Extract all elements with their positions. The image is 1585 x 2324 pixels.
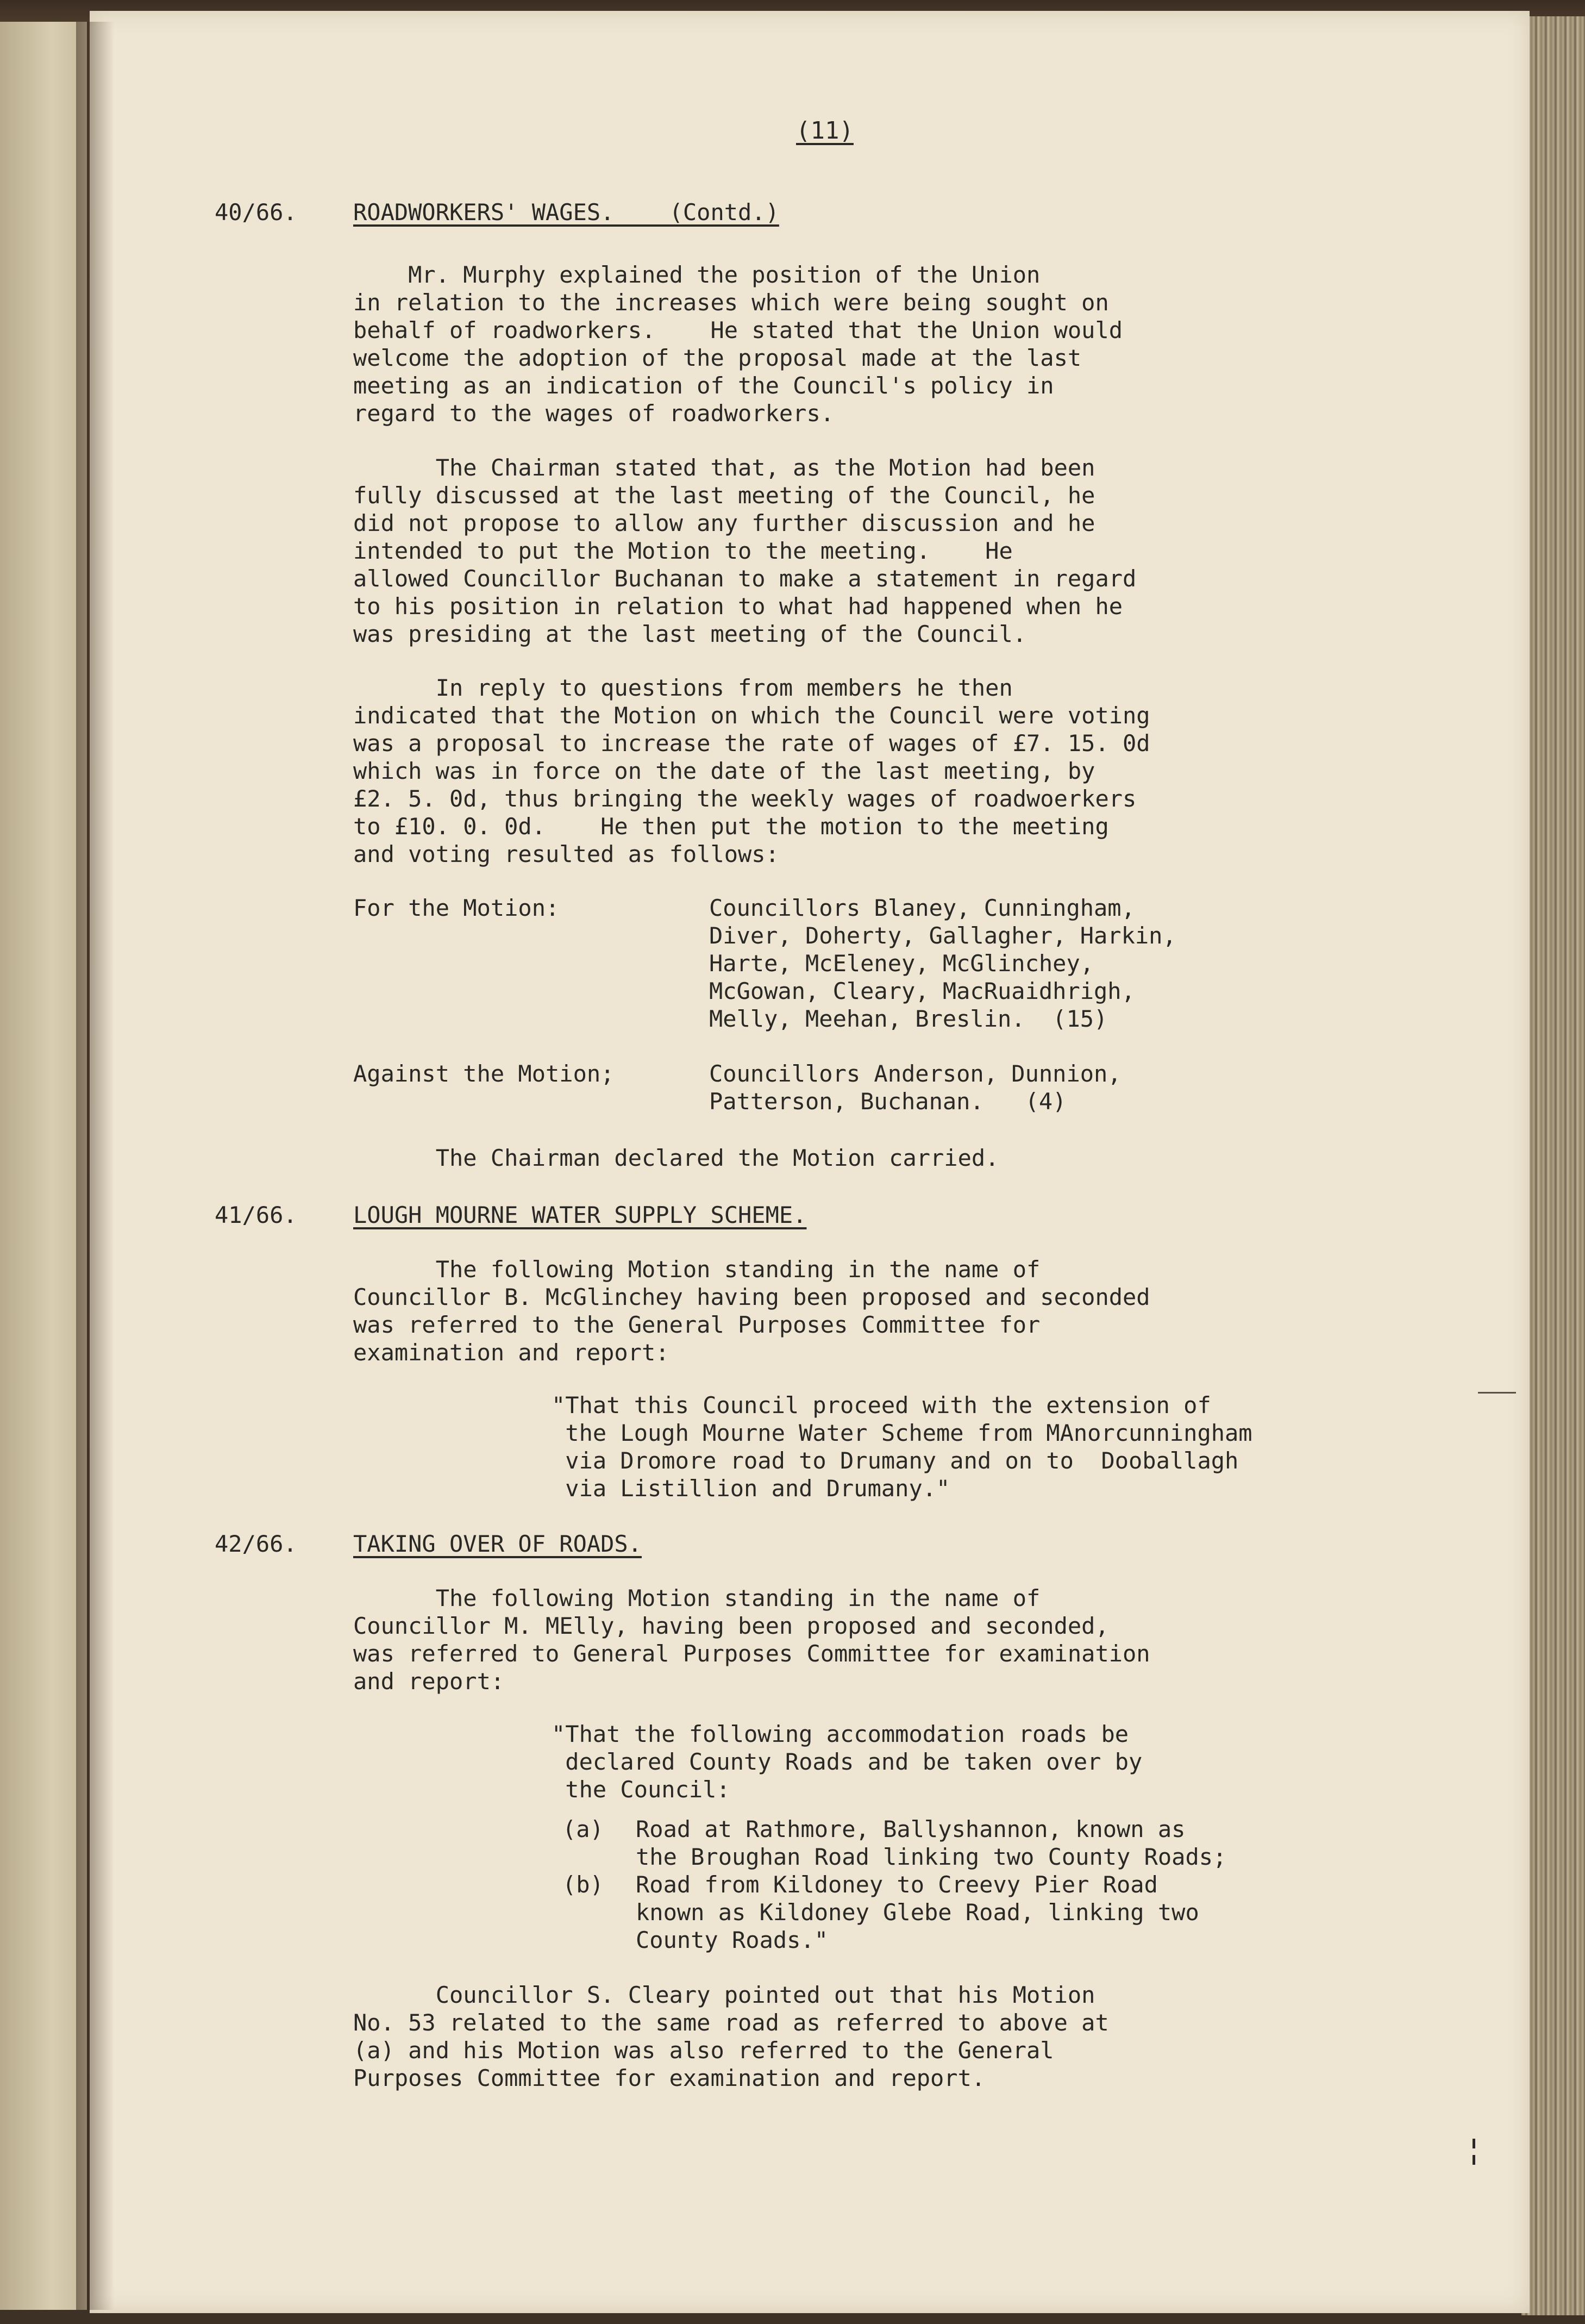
text-line: which was in force on the date of the last meeting, by <box>353 758 1095 784</box>
text-line: behalf of roadworkers. He stated that the Union would <box>353 317 1123 343</box>
text-line: the Council: <box>552 1776 730 1803</box>
text-line: allowed Councillor Buchanan to make a statement in regard <box>353 565 1137 592</box>
text-line: intended to put the Motion to the meeting. He <box>353 538 1013 564</box>
tick-mark <box>1473 2155 1475 2165</box>
list-marker: (b) <box>562 1871 604 1898</box>
text-line: (a) and his Motion was also referred to the General <box>353 2037 1054 2064</box>
text-line: and report: <box>353 1668 505 1695</box>
minute-number: 40/66. <box>215 199 297 226</box>
paragraph <box>353 1584 1331 1695</box>
paragraph <box>353 261 1331 427</box>
text-line: McGowan, Cleary, MacRuaidhrigh, <box>709 978 1135 1004</box>
text-line: the Lough Mourne Water Scheme from MAnorcunningham <box>552 1420 1252 1446</box>
text-line: "That the following accommodation roads be <box>552 1721 1129 1747</box>
text-line: known as Kildoney Glebe Road, linking two <box>636 1899 1199 1926</box>
text-line: and voting resulted as follows: <box>353 841 779 867</box>
page-number: (11) <box>796 117 854 145</box>
tick-mark <box>1473 2139 1475 2148</box>
text-line: The following Motion standing in the name of <box>353 1256 1041 1283</box>
text-line: Mr. Murphy explained the position of the Union <box>353 261 1041 288</box>
text-line: Melly, Meehan, Breslin. (15) <box>709 1005 1108 1032</box>
paragraph <box>353 454 1331 648</box>
text-line: In reply to questions from members he then <box>353 674 1013 701</box>
paragraph <box>353 1144 1331 1172</box>
paragraph <box>353 674 1331 868</box>
text-line: in relation to the increases which were being sought on <box>353 289 1109 316</box>
text-line: The Chairman declared the Motion carried. <box>353 1145 999 1171</box>
quoted-motion <box>552 1720 1367 1803</box>
list-marker: (a) <box>562 1816 604 1842</box>
text-line: regard to the wages of roadworkers. <box>353 400 835 427</box>
text-line: to his position in relation to what had happened when he <box>353 593 1123 620</box>
text-line: declared County Roads and be taken over by <box>552 1748 1143 1775</box>
text-line: Councillors Blaney, Cunningham, <box>709 895 1135 921</box>
text-line: £2. 5. 0d, thus bringing the weekly wages of roadwoerkers <box>353 785 1137 812</box>
text-line: Road from Kildoney to Creevy Pier Road <box>636 1871 1158 1898</box>
text-line: examination and report: <box>353 1339 669 1366</box>
vote-label: For the Motion: <box>353 895 560 921</box>
paragraph <box>353 1255 1331 1366</box>
text-line: did not propose to allow any further discussion and he <box>353 510 1095 536</box>
page-content <box>90 11 1530 2313</box>
list-text <box>636 1815 1226 1871</box>
margin-mark <box>1478 1392 1516 1394</box>
text-line: Patterson, Buchanan. (4) <box>709 1088 1067 1115</box>
document-page <box>90 11 1530 2313</box>
facing-page-edge <box>0 22 87 2310</box>
vote-names <box>709 894 1176 1033</box>
text-line: indicated that the Motion on which the Council were voting <box>353 702 1150 729</box>
text-line: "That this Council proceed with the extension of <box>552 1392 1211 1419</box>
text-line: Councillors Anderson, Dunnion, <box>709 1060 1122 1087</box>
text-line: No. 53 related to the same road as referred to above at <box>353 2009 1109 2036</box>
text-line: welcome the adoption of the proposal made at the last <box>353 345 1082 371</box>
text-line: Councillor S. Cleary pointed out that his Motion <box>353 1982 1095 2008</box>
minute-heading: LOUGH MOURNE WATER SUPPLY SCHEME. <box>353 1202 807 1228</box>
minute-heading: TAKING OVER OF ROADS. <box>353 1530 642 1557</box>
text-line: County Roads." <box>636 1927 829 1953</box>
page-stack-edges <box>1521 16 1585 2315</box>
text-line: Diver, Doherty, Gallagher, Harkin, <box>709 922 1176 949</box>
text-line: was a proposal to increase the rate of wages of £7. 15. 0d <box>353 730 1150 757</box>
vote-label: Against the Motion; <box>353 1060 615 1087</box>
text-line: via Dromore road to Drumany and on to Dooballagh <box>552 1447 1239 1474</box>
quoted-motion <box>552 1391 1367 1502</box>
text-line: the Broughan Road linking two County Roads; <box>636 1844 1227 1870</box>
list-text <box>636 1871 1199 1954</box>
text-line: meeting as an indication of the Council's policy in <box>353 372 1054 399</box>
text-line: Councillor B. McGlinchey having been proposed and seconded <box>353 1284 1150 1310</box>
text-line: to £10. 0. 0d. He then put the motion to the meeting <box>353 813 1109 840</box>
road-list <box>562 1815 1377 1957</box>
paragraph <box>353 1981 1331 2092</box>
minute-number: 41/66. <box>215 1202 297 1228</box>
text-line: was referred to General Purposes Committee for examination <box>353 1640 1150 1667</box>
text-line: was presiding at the last meeting of the Council. <box>353 621 1027 647</box>
text-line: via Listillion and Drumany." <box>552 1475 950 1502</box>
text-line: Harte, McEleney, McGlinchey, <box>709 950 1094 977</box>
text-line: Purposes Committee for examination and report. <box>353 2065 986 2091</box>
text-line: The following Motion standing in the name of <box>353 1585 1041 1611</box>
text-line: Road at Rathmore, Ballyshannon, known as <box>636 1816 1186 1842</box>
minute-number: 42/66. <box>215 1530 297 1557</box>
minute-heading: ROADWORKERS' WAGES. (Contd.) <box>353 199 779 226</box>
text-line: fully discussed at the last meeting of the Council, he <box>353 482 1095 509</box>
text-line: Councillor M. MElly, having been proposed and seconded, <box>353 1613 1109 1639</box>
margin-tick-marks <box>1473 2139 1476 2182</box>
text-line: was referred to the General Purposes Committee for <box>353 1311 1041 1338</box>
text-line: The Chairman stated that, as the Motion had been <box>353 454 1095 481</box>
vote-names <box>709 1060 1122 1115</box>
